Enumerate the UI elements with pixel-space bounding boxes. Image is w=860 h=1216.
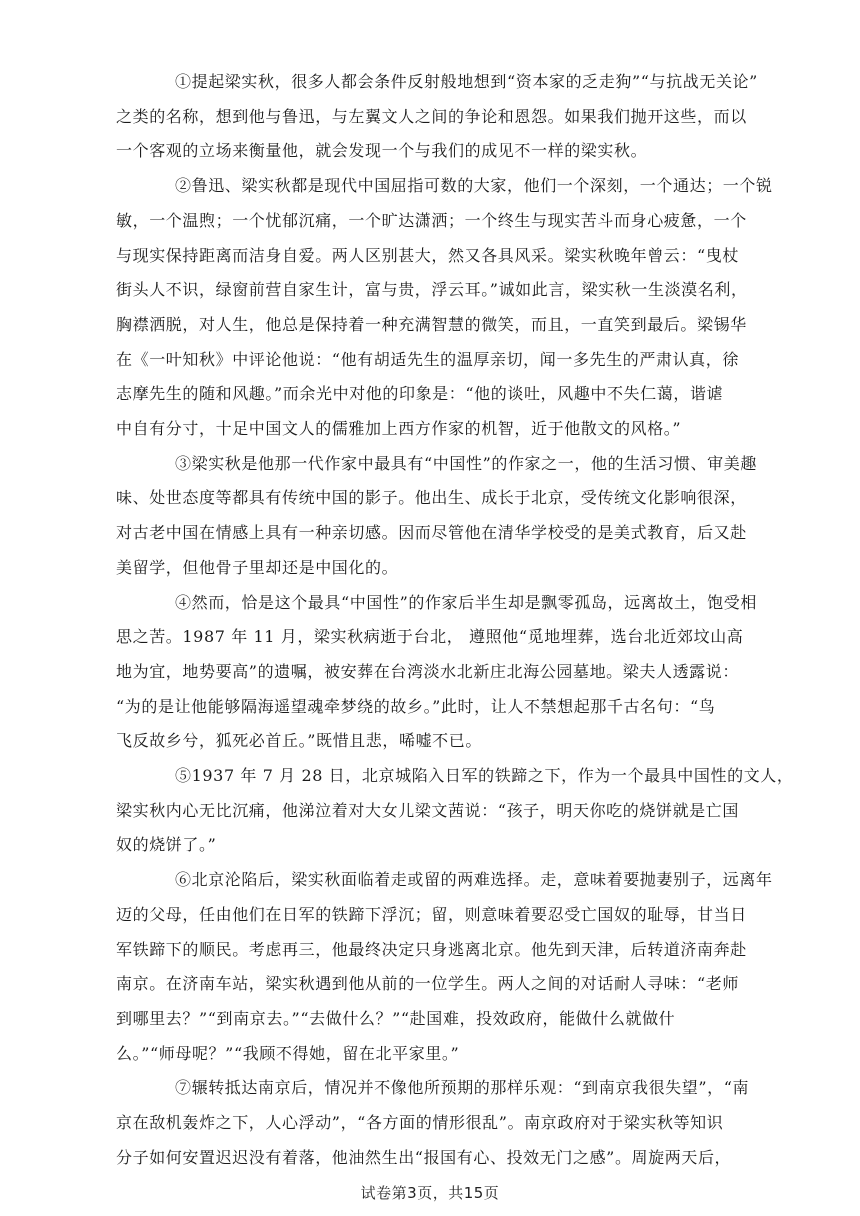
text-line: 军铁蹄下的顺民。考虑再三，他最终决定只身逃离北京。他先到天津，后转道济南奔赴 [116, 939, 747, 959]
text-line: 味、处世态度等都具有传统中国的影子。他出生、成长于北京，受传统文化影响很深， [116, 488, 747, 508]
text-line: “为的是让他能够隔海遥望魂牵梦绕的故乡。”此时，让人不禁想起那千古名句：“鸟 [116, 696, 716, 716]
text-line: 思之苦。1987 年 11 月，梁实秋病逝于台北， 遵照他“觅地埋葬，选台北近郊坟山高 [116, 627, 744, 647]
text-line: 之类的名称，想到他与鲁迅，与左翼文人之间的争论和恩怨。如果我们抛开这些，而以 [116, 106, 747, 126]
text-line: ②鲁迅、梁实秋都是现代中国屈指可数的大家，他们一个深刻，一个通达；一个锐 [175, 176, 773, 196]
text-line: 中自有分寸，十足中国文人的儒雅加上西方作家的机智，近于他散文的风格。” [116, 419, 682, 438]
text-line: 梁实秋内心无比沉痛，他涕泣着对大女儿梁文茜说：“孩子，明天你吃的烧饼就是亡国 [116, 800, 739, 820]
text-line: ⑤1937 年 7 月 28 日，北京城陷入日军的铁蹄之下，作为一个最具中国性的文人， [175, 766, 794, 785]
text-line: 迈的父母，任由他们在日军的铁蹄下浮沉；留，则意味着要忍受亡国奴的耻辱，甘当日 [116, 904, 747, 924]
text-line: 地为宜，地势要高”的遗嘱，被安葬在台湾淡水北新庄北海公园墓地。梁夫人透露说： [116, 661, 739, 681]
text-line: 对古老中国在情感上具有一种亲切感。因而尽管他在清华学校受的是美式教育，后又赴 [116, 523, 747, 543]
text-line: 志摩先生的随和风趣。”而余光中对他的印象是：“他的谈吐，风趣中不失仁蔼，谐谑 [116, 384, 724, 404]
text-line: 南京。在济南车站，梁实秋遇到他从前的一位学生。两人之间的对话耐人寻味：“老师 [116, 974, 739, 994]
text-line: 在《一叶知秋》中评论他说：“他有胡适先生的温厚亲切，闻一多先生的严肃认真，徐 [116, 349, 739, 369]
text-line: 分子如何安置迟迟没有着落，他油然生出“报国有心、投效无门之感”。周旋两天后， [116, 1147, 732, 1167]
text-line: ⑥北京沦陷后，梁实秋面临着走或留的两难选择。走，意味着要抛妻别子，远离年 [175, 870, 773, 890]
text-line: ①提起梁实秋，很多人都会条件反射般地想到“资本家的乏走狗”“与抗战无关论” [175, 72, 758, 91]
text-line: 敏，一个温煦；一个忧郁沉痛，一个旷达潇洒；一个终生与现实苦斗而身心疲惫，一个 [116, 210, 747, 230]
text-line: 京在敌机轰炸之下，人心浮动”，“各方面的情形很乱”。南京政府对于梁实秋等知识 [116, 1113, 724, 1132]
text-line: 街头人不识，绿窗前营自家生计，富与贵，浮云耳。”诚如此言，梁实秋一生淡漠名利， [116, 280, 748, 300]
page-footer: 试卷第3页，共15页 [360, 1184, 500, 1202]
text-line: 飞反故乡兮，狐死必首丘。”既惜且悲，唏嘘不已。 [116, 731, 482, 751]
text-line: ③梁实秋是他那一代作家中最具有“中国性”的作家之一，他的生活习惯、审美趣 [175, 453, 757, 473]
text-line: 一个客观的立场来衡量他，就会发现一个与我们的成见不一样的梁实秋。 [116, 141, 648, 161]
text-line: 与现实保持距离而洁身自爱。两人区别甚大，然又各具风采。梁实秋晚年曾云：“曳杖 [116, 245, 739, 265]
text-line: ⑦辗转抵达南京后，情况并不像他所预期的那样乐观：“到南京我很失望”，“南 [175, 1078, 750, 1098]
text-line: 胸襟洒脱，对人生，他总是保持着一种充满智慧的微笑，而且，一直笑到最后。梁锡华 [116, 314, 747, 334]
text-line: 到哪里去？”“到南京去。”“去做什么？”“赴国难，投效政府，能做什么就做什 [116, 1008, 676, 1028]
text-line: 美留学，但他骨子里却还是中国化的。 [116, 557, 399, 577]
text-line: 奴的烧饼了。” [116, 835, 217, 855]
text-line: ④然而，恰是这个最具“中国性”的作家后半生却是飘零孤岛，远离故土，饱受相 [175, 592, 757, 612]
text-line: 么。”“师母呢？”“我顾不得她，留在北平家里。” [116, 1043, 460, 1063]
